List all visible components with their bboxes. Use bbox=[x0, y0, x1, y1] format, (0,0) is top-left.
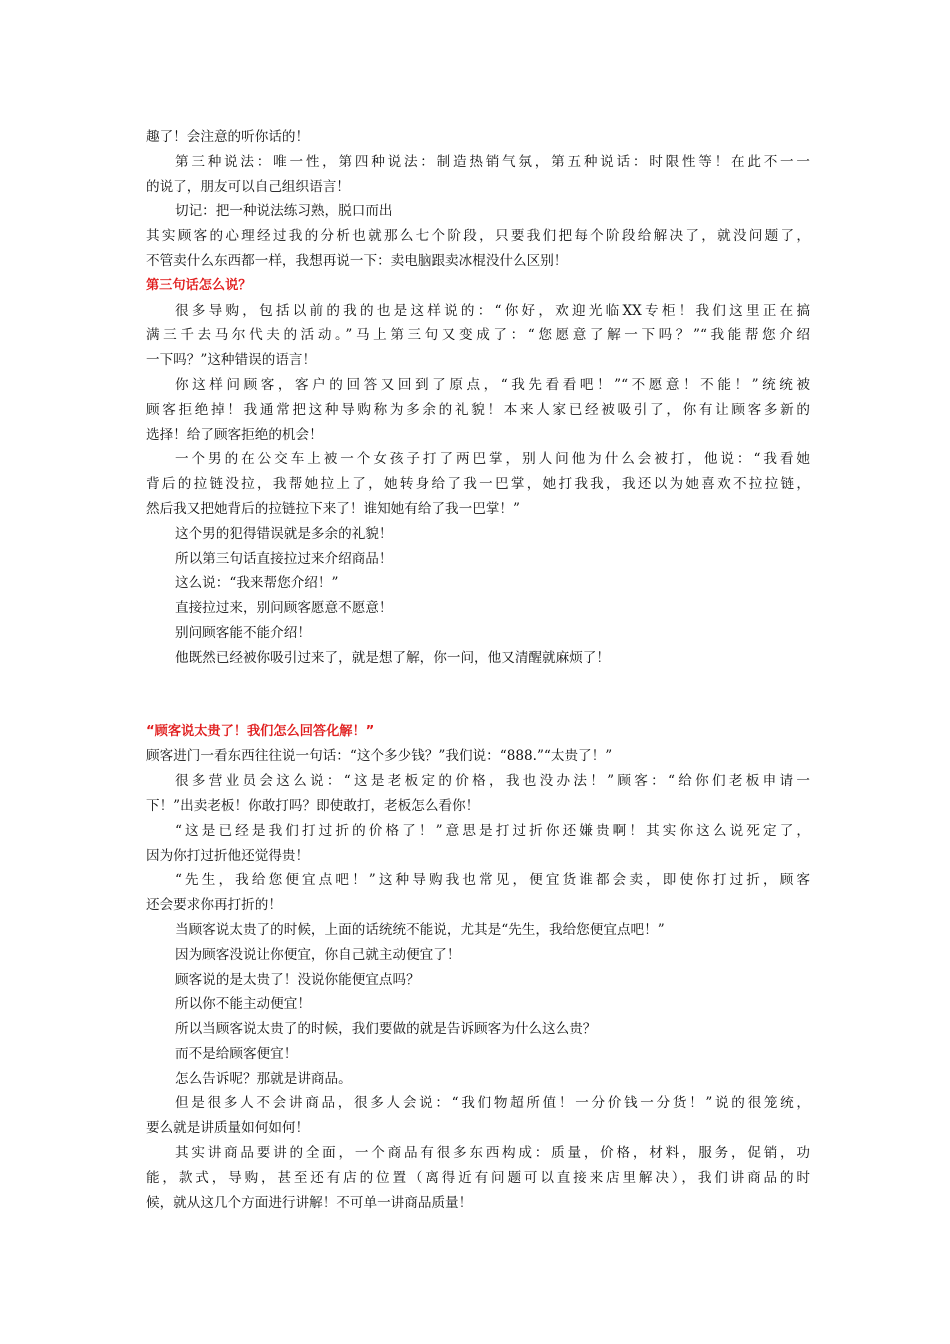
paragraph-line: 顾客说的是太贵了！没说你能便宜点吗？ bbox=[175, 971, 420, 988]
paragraph-line: 满三千去马尔代夫的活动。”马上第三句又变成了：“您愿意了解一下吗？”“我能帮您介绍 bbox=[146, 327, 810, 344]
paragraph-line: 怎么告诉呢？那就是讲商品。 bbox=[175, 1070, 352, 1087]
paragraph-line: 其实顾客的心理经过我的分析也就那么七个阶段，只要我们把每个阶段给解决了，就没问题了， bbox=[146, 228, 810, 245]
paragraph-line: 切记：把一种说法练习熟，脱口而出 bbox=[175, 203, 393, 220]
paragraph-line: 其实讲商品要讲的全面，一个商品有很多东西构成：质量，价格，材料，服务，促销，功 bbox=[175, 1145, 810, 1162]
paragraph-line: 所以当顾客说太贵了的时候，我们要做的就是告诉顾客为什么这么贵？ bbox=[175, 1021, 597, 1038]
paragraph-line: 趣了！会注意的听你话的！ bbox=[146, 129, 310, 145]
paragraph-line: 选择！给了顾客拒绝的机会！ bbox=[146, 426, 323, 443]
paragraph-line: 别问顾客能不能介绍！ bbox=[175, 624, 311, 641]
paragraph-line: 一下吗？”这种错误的语言！ bbox=[146, 352, 317, 369]
paragraph-line: 直接拉过来，别问顾客愿意不愿意！ bbox=[175, 600, 393, 617]
paragraph-line: 背后的拉链没拉，我帮她拉上了，她转身给了我一巴掌，她打我我，我还以为她喜欢不拉拉链， bbox=[146, 476, 810, 493]
paragraph-line: 还会要求你再打折的！ bbox=[146, 897, 282, 914]
paragraph-line: 当顾客说太贵了的时候，上面的话统统不能说，尤其是“先生，我给您便宜点吧！” bbox=[175, 921, 665, 938]
paragraph-line: 能，款式，导购，甚至还有店的位置（离得近有问题可以直接来店里解决），我们讲商品的时 bbox=[146, 1169, 810, 1186]
section-spacer bbox=[146, 671, 810, 720]
paragraph-line: 很多营业员会这么说：“这是老板定的价格，我也没办法！”顾客：“给你们老板申请一 bbox=[175, 773, 810, 790]
paragraph-line: 然后我又把她背后的拉链拉下来了！谁知她有给了我一巴掌！” bbox=[146, 500, 520, 517]
paragraph-line: 候，就从这几个方面进行讲解！不可单一讲商品质量！ bbox=[146, 1194, 473, 1211]
paragraph-line: 这么说：“我来帮您介绍！” bbox=[175, 575, 339, 592]
paragraph-line: 因为你打过折他还觉得贵！ bbox=[146, 847, 310, 864]
paragraph-line: 所以你不能主动便宜！ bbox=[175, 996, 311, 1013]
paragraph-line: “这是已经是我们打过折的价格了！”意思是打过折你还嫌贵啊！其实你这么说死定了， bbox=[175, 822, 810, 839]
document-page bbox=[146, 125, 810, 1215]
paragraph-line: 要么就是讲质量如何如何！ bbox=[146, 1120, 310, 1137]
paragraph-line: 而不是给顾客便宜！ bbox=[175, 1045, 298, 1062]
paragraph-line: “先生，我给您便宜点吧！”这种导购我也常见，便宜货谁都会卖，即使你打过折，顾客 bbox=[175, 872, 810, 889]
paragraph-line: 他既然已经被你吸引过来了，就是想了解，你一问，他又清醒就麻烦了！ bbox=[175, 649, 610, 666]
paragraph-line: 所以第三句话直接拉过来介绍商品！ bbox=[175, 550, 393, 567]
paragraph-line: 因为顾客没说让你便宜，你自己就主动便宜了！ bbox=[175, 946, 461, 963]
paragraph-line: 一个男的在公交车上被一个女孩子打了两巴掌，别人问他为什么会被打，他说：“我看她 bbox=[175, 451, 810, 468]
paragraph-line: 但是很多人不会讲商品，很多人会说：“我们物超所值！一分价钱一分货！”说的很笼统， bbox=[175, 1095, 810, 1112]
paragraph-line: 你这样问顾客，客户的回答又回到了原点，“我先看看吧！”“不愿意！不能！”统统被 bbox=[175, 376, 810, 393]
section-heading: “顾客说太贵了！我们怎么回答化解！” bbox=[146, 723, 375, 739]
paragraph-line: 不管卖什么东西都一样，我想再说一下：卖电脑跟卖冰棍没什么区别！ bbox=[146, 252, 568, 269]
paragraph-line: 顾客进门一看东西往往说一句话：“这个多少钱？”我们说：“888.”“太贵了！” bbox=[146, 748, 613, 765]
paragraph-line: 第三种说法：唯一性，第四种说法：制造热销气氛，第五种说话：时限性等！在此不一一 bbox=[175, 153, 810, 170]
paragraph-line: 顾客拒绝掉！我通常把这种导购称为多余的礼貌！本来人家已经被吸引了，你有让顾客多新的 bbox=[146, 401, 810, 418]
paragraph-line: 的说了，朋友可以自己组织语言！ bbox=[146, 178, 350, 195]
paragraph-line: 这个男的犯得错误就是多余的礼貌！ bbox=[175, 525, 393, 542]
section-heading: 第三句话怎么说？ bbox=[146, 277, 252, 293]
paragraph-line: 很多导购，包括以前的我的也是这样说的：“你好，欢迎光临XX专柜！我们这里正在搞 bbox=[175, 302, 810, 319]
paragraph-line: 下！”出卖老板！你敢打吗？即使敢打，老板怎么看你！ bbox=[146, 797, 480, 814]
